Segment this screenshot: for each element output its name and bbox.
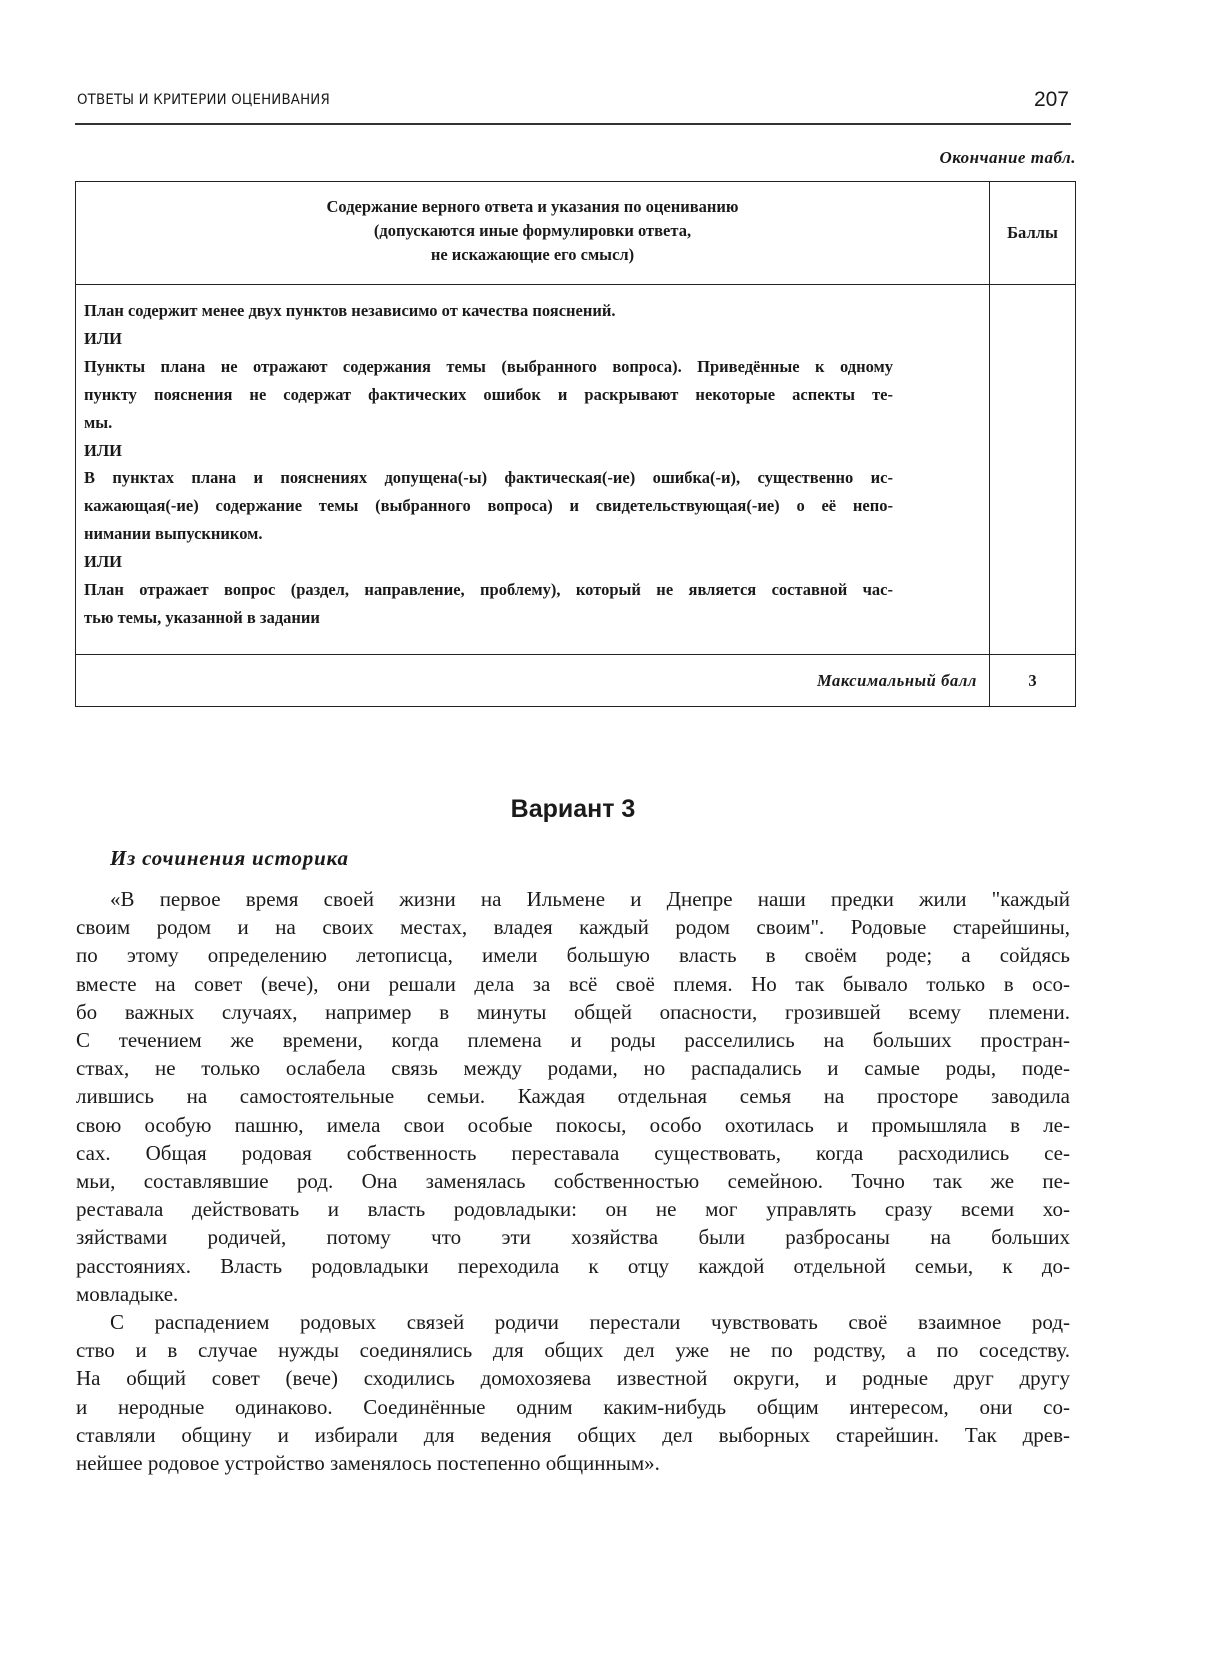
paragraph-line: ство и в случае нужды соединялись для общих дел уже не по родству, а по соседству.: [76, 1338, 1070, 1363]
paragraph-line: «В первое время своей жизни на Ильмене и Днепре наши предки жили "каждый: [110, 887, 1070, 911]
criteria-line: пункту пояснения не содержат фактических ошибок и раскрывают некоторые аспекты те-: [84, 384, 893, 404]
paragraph-line: зяйствами родичей, потому что эти хозяйства были разбросаны на больших: [76, 1225, 1070, 1250]
criteria-line: В пунктах плана и пояснениях допущена(-ы) фактическая(-ие) ошибка(-и), существенно ис-: [84, 468, 893, 488]
running-header: ОТВЕТЫ И КРИТЕРИИ ОЦЕНИВАНИЯ: [77, 92, 330, 108]
page-number: 207: [1033, 88, 1069, 111]
points-cell-empty: [990, 285, 1076, 655]
source-text: [76, 885, 1070, 1477]
criteria-line: кажающая(-ие) содержание темы (выбранного вопроса) и свидетельствующая(-ие) о её непо-: [84, 496, 893, 516]
content-column-header: [76, 182, 990, 285]
criteria-table: [75, 181, 1076, 707]
paragraph-line: бо важных случаях, например в минуты общей опасности, грозившей всему племени.: [76, 999, 1070, 1024]
table-caption: Окончание табл.: [939, 148, 1076, 167]
paragraph-line: мовладыке.: [76, 1281, 179, 1306]
paragraph-line: расстояниях. Власть родовладыки переходила к отцу каждой отдельной семьи, к до-: [76, 1253, 1070, 1278]
paragraph-line: сах. Общая родовая собственность переставала существовать, когда расходились се-: [76, 1140, 1070, 1165]
paragraph-line: ствах, не только ослабела связь между родами, но распадались и самые роды, поде-: [76, 1056, 1070, 1081]
paragraph-line: лившись на самостоятельные семьи. Каждая отдельная семья на просторе заводила: [76, 1084, 1070, 1109]
section-title: Вариант 3: [510, 795, 636, 823]
paragraph-line: ставляли общину и избирали для ведения общих дел выборных старейшин. Так древ-: [76, 1422, 1070, 1447]
paragraph-line: своим родом и на своих местах, владея каждый родом своим". Родовые старейшины,: [76, 915, 1070, 940]
criteria-line: ИЛИ: [84, 552, 122, 572]
max-score-value: 3: [990, 655, 1076, 707]
paragraph-line: вместе на совет (вече), они решали дела за всё своё племя. Но так бывало только в осо-: [76, 971, 1070, 996]
paragraph-line: С распадением родовых связей родичи перестали чувствовать своё взаимное род-: [110, 1310, 1070, 1335]
paragraph-line: С течением же времени, когда племена и роды расселились на больших простран-: [76, 1028, 1070, 1053]
criteria-line: мы.: [84, 412, 113, 432]
max-score-label: Максимальный балл: [76, 655, 990, 707]
criteria-line: тью темы, указанной в задании: [84, 607, 320, 627]
criteria-line: План отражает вопрос (раздел, направление, проблему), который не является составной час-: [84, 580, 893, 600]
criteria-line: ИЛИ: [84, 440, 122, 460]
paragraph-line: На общий совет (вече) сходились домохозяева известной округи, и родные друг другу: [76, 1366, 1070, 1391]
paragraph-line: мьи, составлявшие род. Она заменялась собственностью семейною. Точно так же пе-: [76, 1169, 1070, 1194]
criteria-text-cell: [76, 285, 990, 655]
header-line: (допускаются иные формулировки ответа,: [373, 221, 692, 240]
points-column-header: Баллы: [990, 182, 1076, 285]
header-line: не искажающие его смысл): [430, 245, 635, 264]
header-line: Содержание верного ответа и указания по оцениванию: [326, 197, 739, 216]
source-title: Из сочинения историка: [110, 846, 349, 870]
paragraph-line: по этому определению летописца, имели большую власть в своём роде; а сойдясь: [76, 943, 1070, 968]
header-rule: [75, 123, 1071, 125]
paragraph-line: нейшее родовое устройство заменялось постепенно общинным».: [76, 1451, 660, 1476]
criteria-line: ИЛИ: [84, 328, 122, 348]
paragraph-line: реставала действовать и власть родовладыки: он не мог управлять сразу всеми хо-: [76, 1197, 1070, 1222]
paragraph-line: и неродные одинаково. Соединённые одним каким-нибудь общим интересом, они со-: [76, 1394, 1070, 1419]
criteria-line: Пункты плана не отражают содержания темы (выбранного вопроса). Приведённые к одному: [84, 356, 893, 376]
criteria-line: нимании выпускником.: [84, 524, 263, 544]
criteria-line: План содержит менее двух пунктов независимо от качества пояснений.: [84, 301, 616, 320]
paragraph-line: свою особую пашню, имела свои особые покосы, особо охотилась и промышляла в ле-: [76, 1112, 1070, 1137]
